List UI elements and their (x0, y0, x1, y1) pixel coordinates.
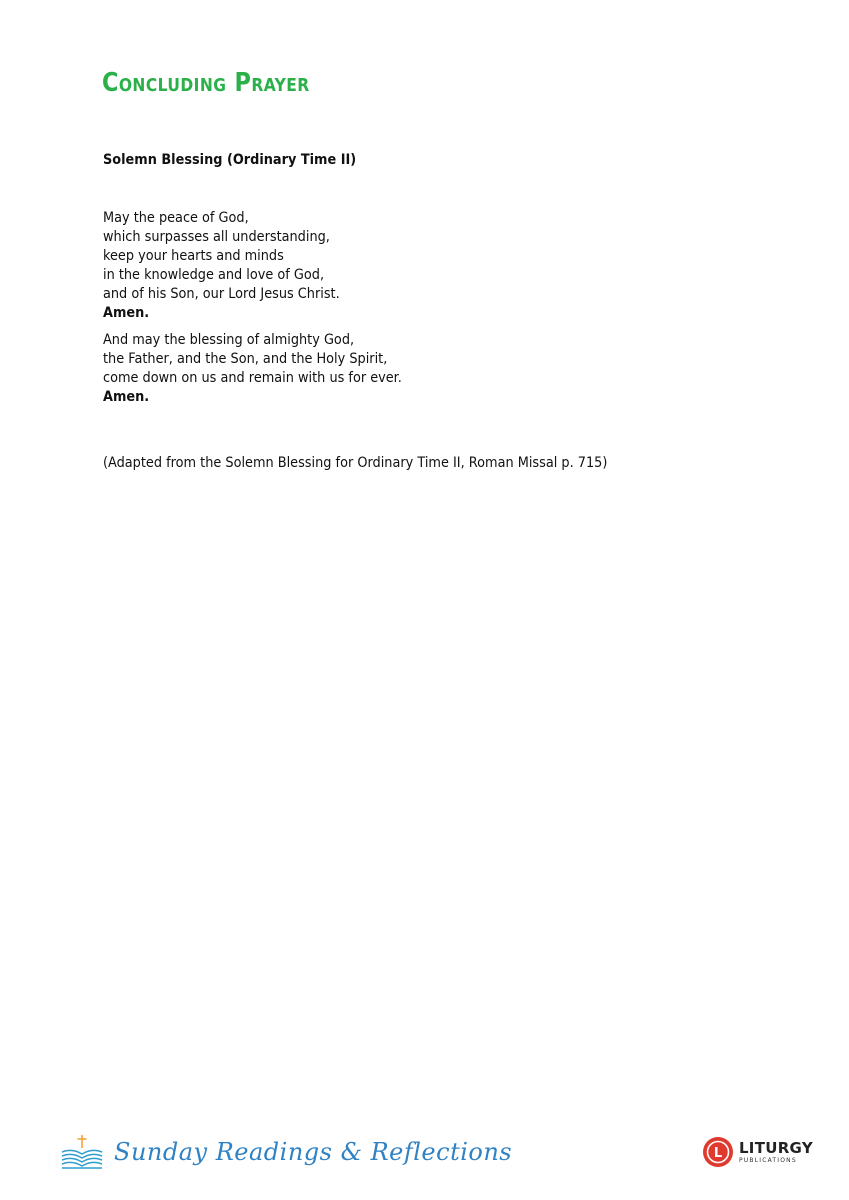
stanza-line: and of his Son, our Lord Jesus Christ. (103, 286, 340, 302)
logo-main-text: LITURGY (738, 1138, 813, 1157)
stanza-line: which surpasses all understanding, (103, 229, 330, 245)
stanza-line: the Father, and the Son, and the Holy Spirit, (103, 351, 388, 367)
blessing-stanza (103, 331, 402, 407)
open-book-icon (60, 1134, 104, 1170)
amen-response: Amen. (103, 389, 150, 405)
amen-response: Amen. (103, 305, 150, 321)
page-title: Concluding Prayer (102, 68, 310, 98)
blessing-subtitle: Solemn Blessing (Ordinary Time II) (103, 152, 357, 168)
stanza-line: keep your hearts and minds (103, 248, 284, 264)
stanza-line: in the knowledge and love of God, (103, 267, 325, 283)
footer-brand (60, 1132, 512, 1172)
svg-text:L: L (713, 1146, 723, 1161)
source-citation: (Adapted from the Solemn Blessing for Ordinary Time II, Roman Missal p. 715) (103, 455, 608, 471)
stanza-line: May the peace of God, (103, 210, 249, 226)
liturgy-logo-icon (702, 1136, 734, 1168)
blessing-stanza (103, 209, 340, 323)
stanza-line: And may the blessing of almighty God, (103, 332, 355, 348)
publisher-logo (702, 1136, 813, 1168)
logo-sub-text: PUBLICATIONS (738, 1156, 797, 1164)
brand-title: Sunday Readings & Reflections (114, 1138, 513, 1166)
stanza-line: come down on us and remain with us for ever. (103, 370, 402, 386)
